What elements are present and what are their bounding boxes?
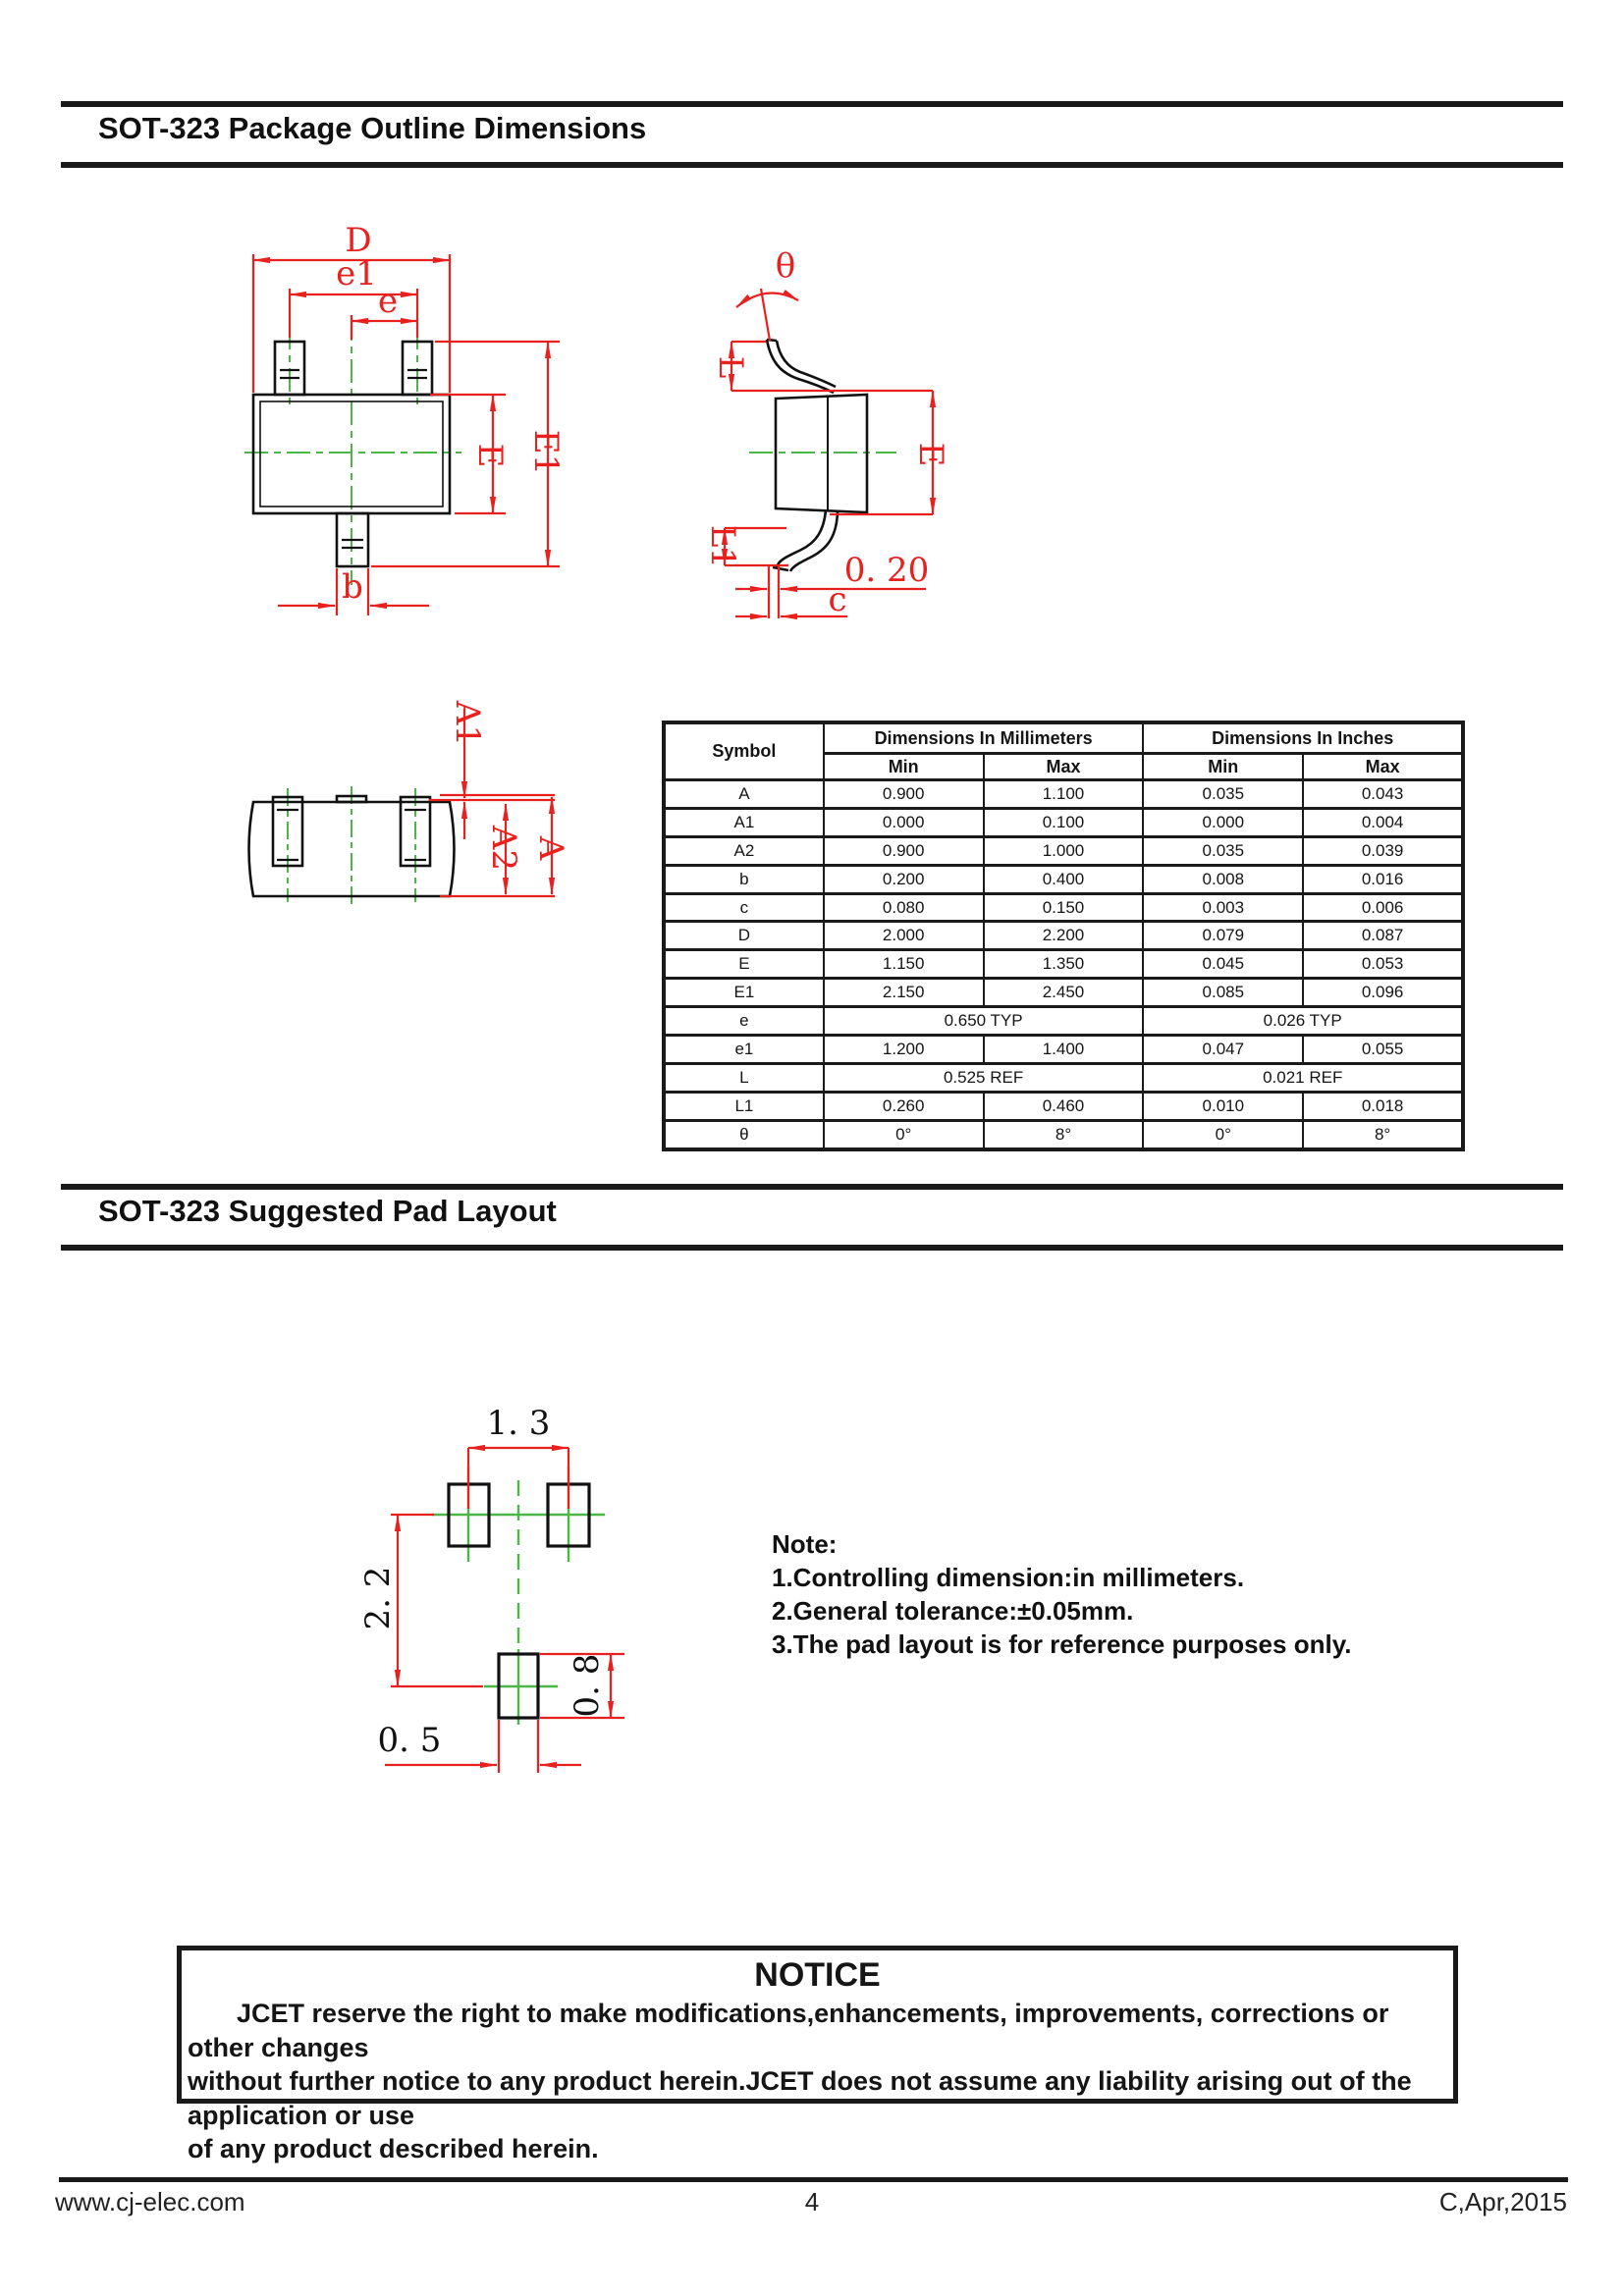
dim-table-cell: 0.260 xyxy=(824,1092,984,1120)
pad-dim-label-1-3: 1. 3 xyxy=(486,1404,551,1443)
dim-table-cell: 0.003 xyxy=(1143,893,1303,922)
dim-table-cell: 0.080 xyxy=(824,893,984,922)
col-header-mm: Dimensions In Millimeters xyxy=(824,722,1144,754)
notice-title: NOTICE xyxy=(754,1956,881,1994)
dim-table-cell: 1.150 xyxy=(824,950,984,979)
dim-table-cell: 0° xyxy=(1143,1120,1303,1148)
dim-table-cell: 1.100 xyxy=(984,780,1144,809)
package-dimensions-table xyxy=(662,721,1465,1151)
dim-table-cell: D xyxy=(664,922,824,950)
dim-table-cell: 0.650 TYP xyxy=(824,1007,1144,1036)
outline-side-view-drawing xyxy=(633,224,997,636)
dim-label-E: E xyxy=(470,443,510,468)
dim-table-cell: 0.047 xyxy=(1143,1036,1303,1064)
dim-table-cell: 0.053 xyxy=(1303,950,1463,979)
dim-label-A1: A1 xyxy=(448,700,487,747)
notice-line: of any product described herein. xyxy=(188,2134,599,2163)
dim-label-L: L xyxy=(711,355,750,379)
dim-table-cell: 1.400 xyxy=(984,1036,1144,1064)
dim-table-row-E xyxy=(664,950,1463,979)
col-header-mm-max: Max xyxy=(984,754,1144,780)
dim-table-row-L xyxy=(664,1063,1463,1092)
dim-label-E1: E1 xyxy=(526,429,566,476)
dim-table-cell: 2.450 xyxy=(984,979,1144,1007)
dim-label-b: b xyxy=(342,567,363,607)
dim-table-cell: e xyxy=(664,1007,824,1036)
dim-table-row-E1 xyxy=(664,979,1463,1007)
dim-table-cell: 0.018 xyxy=(1303,1092,1463,1120)
dim-table-cell: 1.200 xyxy=(824,1036,984,1064)
dim-label-e1: e1 xyxy=(336,254,377,294)
dim-table-cell: A1 xyxy=(664,808,824,836)
footer-rule xyxy=(59,2177,1568,2182)
section-title-pad-layout: SOT-323 Suggested Pad Layout xyxy=(98,1194,557,1228)
dim-table-cell: 0.026 TYP xyxy=(1143,1007,1463,1036)
dim-table-cell: e1 xyxy=(664,1036,824,1064)
dim-table-cell: 0.079 xyxy=(1143,922,1303,950)
centerlines xyxy=(288,786,415,908)
dim-table-cell: 0.460 xyxy=(984,1092,1144,1120)
dim-table-cell: 0.400 xyxy=(984,865,1144,893)
dim-table-cell: 2.000 xyxy=(824,922,984,950)
footer-website: www.cj-elec.com xyxy=(55,2187,245,2216)
dim-table-cell: 8° xyxy=(1303,1120,1463,1148)
pad-dim-label-2-2: 2. 2 xyxy=(358,1566,398,1630)
dim-table-cell: 2.200 xyxy=(984,922,1144,950)
dim-table-row-A1 xyxy=(664,808,1463,836)
note-line: 2.General tolerance:±0.05mm. xyxy=(772,1596,1134,1626)
dim-label-e: e xyxy=(377,282,399,321)
pad-dim-label-0-8: 0. 8 xyxy=(568,1653,607,1718)
dim-table-cell: 0.045 xyxy=(1143,950,1303,979)
outline-front-view-drawing xyxy=(221,653,574,947)
centerlines xyxy=(244,317,461,585)
dim-table-cell: 0.087 xyxy=(1303,922,1463,950)
dim-table-cell: θ xyxy=(664,1120,824,1148)
col-header-symbol: Symbol xyxy=(664,722,824,780)
section-rule xyxy=(61,101,1563,107)
note-title: Note: xyxy=(772,1529,838,1559)
dim-table-cell: 0.096 xyxy=(1303,979,1463,1007)
dim-label-D: D xyxy=(345,221,372,260)
dim-label-theta: θ xyxy=(775,246,796,286)
section-rule xyxy=(61,1184,1563,1190)
dim-table-cell: 1.000 xyxy=(984,836,1144,865)
dim-table-row-c xyxy=(664,893,1463,922)
dim-table-row-D xyxy=(664,922,1463,950)
dim-table-cell: 0.021 REF xyxy=(1143,1063,1463,1092)
dim-table-row-e1 xyxy=(664,1036,1463,1064)
dim-table-cell: A xyxy=(664,780,824,809)
table-header-row xyxy=(664,722,1463,754)
dim-table-cell: 2.150 xyxy=(824,979,984,1007)
dim-table-cell: E1 xyxy=(664,979,824,1007)
dim-table-row-b xyxy=(664,865,1463,893)
dim-table-cell: 0.100 xyxy=(984,808,1144,836)
dim-table-row-e xyxy=(664,1007,1463,1036)
note-block xyxy=(772,1527,1351,1661)
note-line: 1.Controlling dimension:in millimeters. xyxy=(772,1563,1245,1592)
pad-layout-drawing xyxy=(353,1369,668,1811)
dim-table-cell: 0.035 xyxy=(1143,780,1303,809)
col-header-in-min: Min xyxy=(1143,754,1303,780)
dim-table-cell: 0.000 xyxy=(1143,808,1303,836)
dim-table-cell: 0.055 xyxy=(1303,1036,1463,1064)
dim-table-cell: 0.043 xyxy=(1303,780,1463,809)
dim-table-cell: 0.900 xyxy=(824,836,984,865)
col-header-in-max: Max xyxy=(1303,754,1463,780)
dim-table-cell: 0.016 xyxy=(1303,865,1463,893)
dim-table-cell: 0.150 xyxy=(984,893,1144,922)
dim-table-row-L1 xyxy=(664,1092,1463,1120)
notice-line: without further notice to any product herein.JCET does not assume any liability arising out of the application or use xyxy=(188,2066,1412,2130)
dim-table-cell: 0° xyxy=(824,1120,984,1148)
lead-tick-marks xyxy=(280,370,427,548)
notice-line: JCET reserve the right to make modifications,enhancements, improvements, corrections or other changes xyxy=(188,1999,1389,2062)
dim-table-row-A xyxy=(664,780,1463,809)
dim-table-cell: L xyxy=(664,1063,824,1092)
dim-label-c: c xyxy=(828,580,847,619)
dim-table-cell: A2 xyxy=(664,836,824,865)
dim-table-cell: 0.900 xyxy=(824,780,984,809)
dim-table-cell: 0.200 xyxy=(824,865,984,893)
dim-table-cell: 0.000 xyxy=(824,808,984,836)
dim-table-cell: 0.039 xyxy=(1303,836,1463,865)
dim-table-cell: 0.085 xyxy=(1143,979,1303,1007)
dim-label-A: A xyxy=(531,835,570,861)
pad-dim-label-0-5: 0. 5 xyxy=(377,1721,442,1760)
dim-table-cell: 0.006 xyxy=(1303,893,1463,922)
dim-table-cell: E xyxy=(664,950,824,979)
dimension-lines xyxy=(253,254,560,615)
dim-table-row-θ xyxy=(664,1120,1463,1148)
dim-label-L1: L1 xyxy=(703,524,742,569)
note-line: 3.The pad layout is for reference purposes only. xyxy=(772,1629,1352,1659)
footer-page-number: 4 xyxy=(804,2187,820,2216)
dim-table-cell: c xyxy=(664,893,824,922)
dim-table-cell: 8° xyxy=(984,1120,1144,1148)
section-rule xyxy=(61,162,1563,168)
dim-table-cell: 0.035 xyxy=(1143,836,1303,865)
dim-table-cell: L1 xyxy=(664,1092,824,1120)
package-body-side-view xyxy=(767,340,867,571)
dim-table-cell: b xyxy=(664,865,824,893)
col-header-mm-min: Min xyxy=(824,754,984,780)
dim-table-row-A2 xyxy=(664,836,1463,865)
dim-table-cell: 1.350 xyxy=(984,950,1144,979)
notice-box xyxy=(177,1946,1458,2163)
footer-revision: C,Apr,2015 xyxy=(1438,2187,1567,2216)
dim-table-cell: 0.004 xyxy=(1303,808,1463,836)
dim-table-cell: 0.008 xyxy=(1143,865,1303,893)
dim-label-A2: A2 xyxy=(484,825,523,872)
section-title-outline: SOT-323 Package Outline Dimensions xyxy=(98,111,647,145)
dim-label-020: 0. 20 xyxy=(843,551,930,590)
outline-top-view-drawing xyxy=(221,221,614,636)
dim-label-E-side: E xyxy=(911,442,950,467)
col-header-inch: Dimensions In Inches xyxy=(1143,722,1463,754)
dim-table-cell: 0.525 REF xyxy=(824,1063,1144,1092)
dim-table-cell: 0.010 xyxy=(1143,1092,1303,1120)
section-rule xyxy=(61,1245,1563,1251)
